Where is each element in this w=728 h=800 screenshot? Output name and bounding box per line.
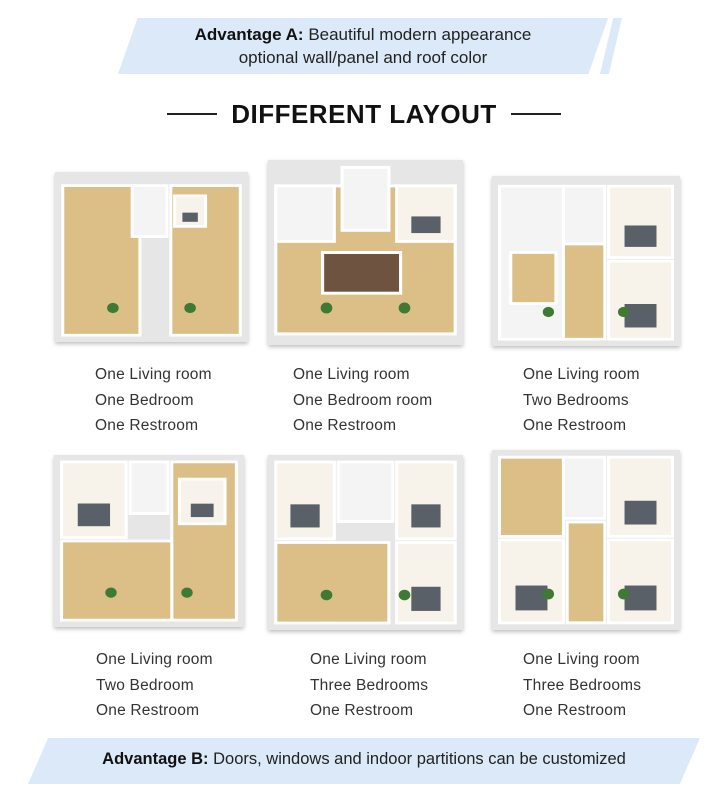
layout-caption-5 <box>310 647 428 724</box>
floor-plan-5 <box>268 455 463 630</box>
page-title: DIFFERENT LAYOUT <box>231 98 497 129</box>
advantage-b-body: Doors, windows and indoor partitions can be customized <box>213 750 626 768</box>
layout-caption-6 <box>523 647 641 724</box>
advantage-b-text <box>28 750 700 769</box>
layout-caption-3 <box>523 362 640 439</box>
top-banner <box>118 18 608 74</box>
layout-restroom: One Restroom <box>523 417 627 434</box>
layout-bedroom: Three Bedrooms <box>523 676 642 694</box>
layout-restroom: One Restroom <box>96 702 200 719</box>
layout-bedroom: Two Bedroom <box>96 676 194 694</box>
floor-plan-2 <box>268 160 463 345</box>
layout-restroom: One Restroom <box>293 417 397 434</box>
advantage-a-text <box>118 23 608 69</box>
layout-bedroom: One Bedroom room <box>293 391 433 409</box>
layout-living: One Living room <box>523 651 640 668</box>
section-heading <box>0 96 728 132</box>
advantage-a-title: Advantage A: <box>194 25 304 44</box>
floor-plan-4 <box>54 455 244 627</box>
layout-living: One Living room <box>95 366 212 383</box>
floor-plan-3 <box>492 176 680 346</box>
heading-rule-left <box>167 113 217 115</box>
layout-living: One Living room <box>523 366 640 383</box>
layout-living: One Living room <box>96 651 213 668</box>
layout-living: One Living room <box>293 366 410 383</box>
layout-restroom: One Restroom <box>95 417 199 434</box>
advantage-a-line2: optional wall/panel and roof color <box>238 48 488 67</box>
layout-bedroom: One Bedroom <box>95 391 194 409</box>
floor-plan-6 <box>492 450 680 630</box>
heading-rule-right <box>511 113 561 115</box>
layout-caption-1 <box>95 362 212 439</box>
floor-plan-1 <box>55 172 248 342</box>
bottom-banner <box>28 738 700 784</box>
layout-restroom: One Restroom <box>310 702 414 719</box>
layout-bedroom: Two Bedrooms <box>523 391 629 409</box>
layout-caption-2 <box>293 362 432 439</box>
layout-restroom: One Restroom <box>523 702 627 719</box>
advantage-a-line1: Beautiful modern appearance <box>308 25 532 44</box>
layout-living: One Living room <box>310 651 427 668</box>
layout-bedroom: Three Bedrooms <box>310 676 429 694</box>
advantage-b-title: Advantage B: <box>102 750 209 768</box>
layout-caption-4 <box>96 647 213 724</box>
